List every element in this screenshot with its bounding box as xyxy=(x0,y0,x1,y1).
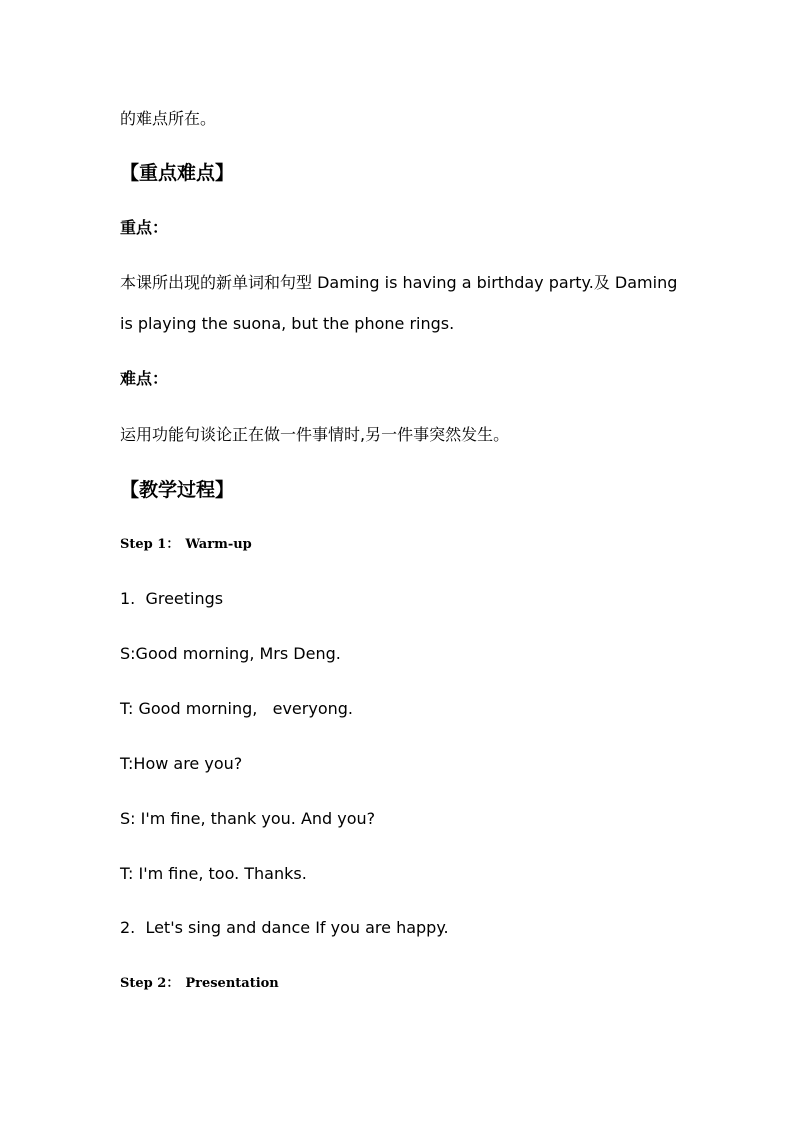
dialogue-line-5: T: I'm fine, too. Thanks. xyxy=(120,864,307,883)
key-points-text-line-2: is playing the suona, but the phone rings. xyxy=(120,314,455,333)
step-1-title: Warm-up xyxy=(185,537,252,552)
difficult-points-text: 运用功能句谈论正在做一件事情时,另一件事突然发生。 xyxy=(120,425,510,444)
list-item-sing-and-dance: 2. Let's sing and dance If you are happy. xyxy=(120,918,449,937)
dialogue-line-2: T: Good morning, everyong. xyxy=(120,699,353,718)
step-2-heading xyxy=(120,977,279,990)
section-heading-key-difficult-points: 【重点难点】 xyxy=(120,162,235,184)
list-item-greetings: 1. Greetings xyxy=(120,589,224,608)
dialogue-line-1: S:Good morning, Mrs Deng. xyxy=(120,644,341,663)
step-2-label: Step 2： xyxy=(120,976,180,991)
dialogue-line-4: S: I'm fine, thank you. And you? xyxy=(120,809,376,828)
step-1-heading xyxy=(120,538,252,551)
paragraph-continuation: 的难点所在。 xyxy=(120,109,217,128)
key-points-text-line-1: 本课所出现的新单词和句型 Daming is having a birthday party.及 Daming xyxy=(120,273,678,292)
subheading-difficult-points: 难点： xyxy=(120,369,169,388)
step-2-title: Presentation xyxy=(185,976,279,991)
subheading-key-points: 重点： xyxy=(120,218,169,237)
section-heading-teaching-process: 【教学过程】 xyxy=(120,479,235,501)
dialogue-line-3: T:How are you? xyxy=(120,754,243,773)
step-1-label: Step 1： xyxy=(120,537,180,552)
